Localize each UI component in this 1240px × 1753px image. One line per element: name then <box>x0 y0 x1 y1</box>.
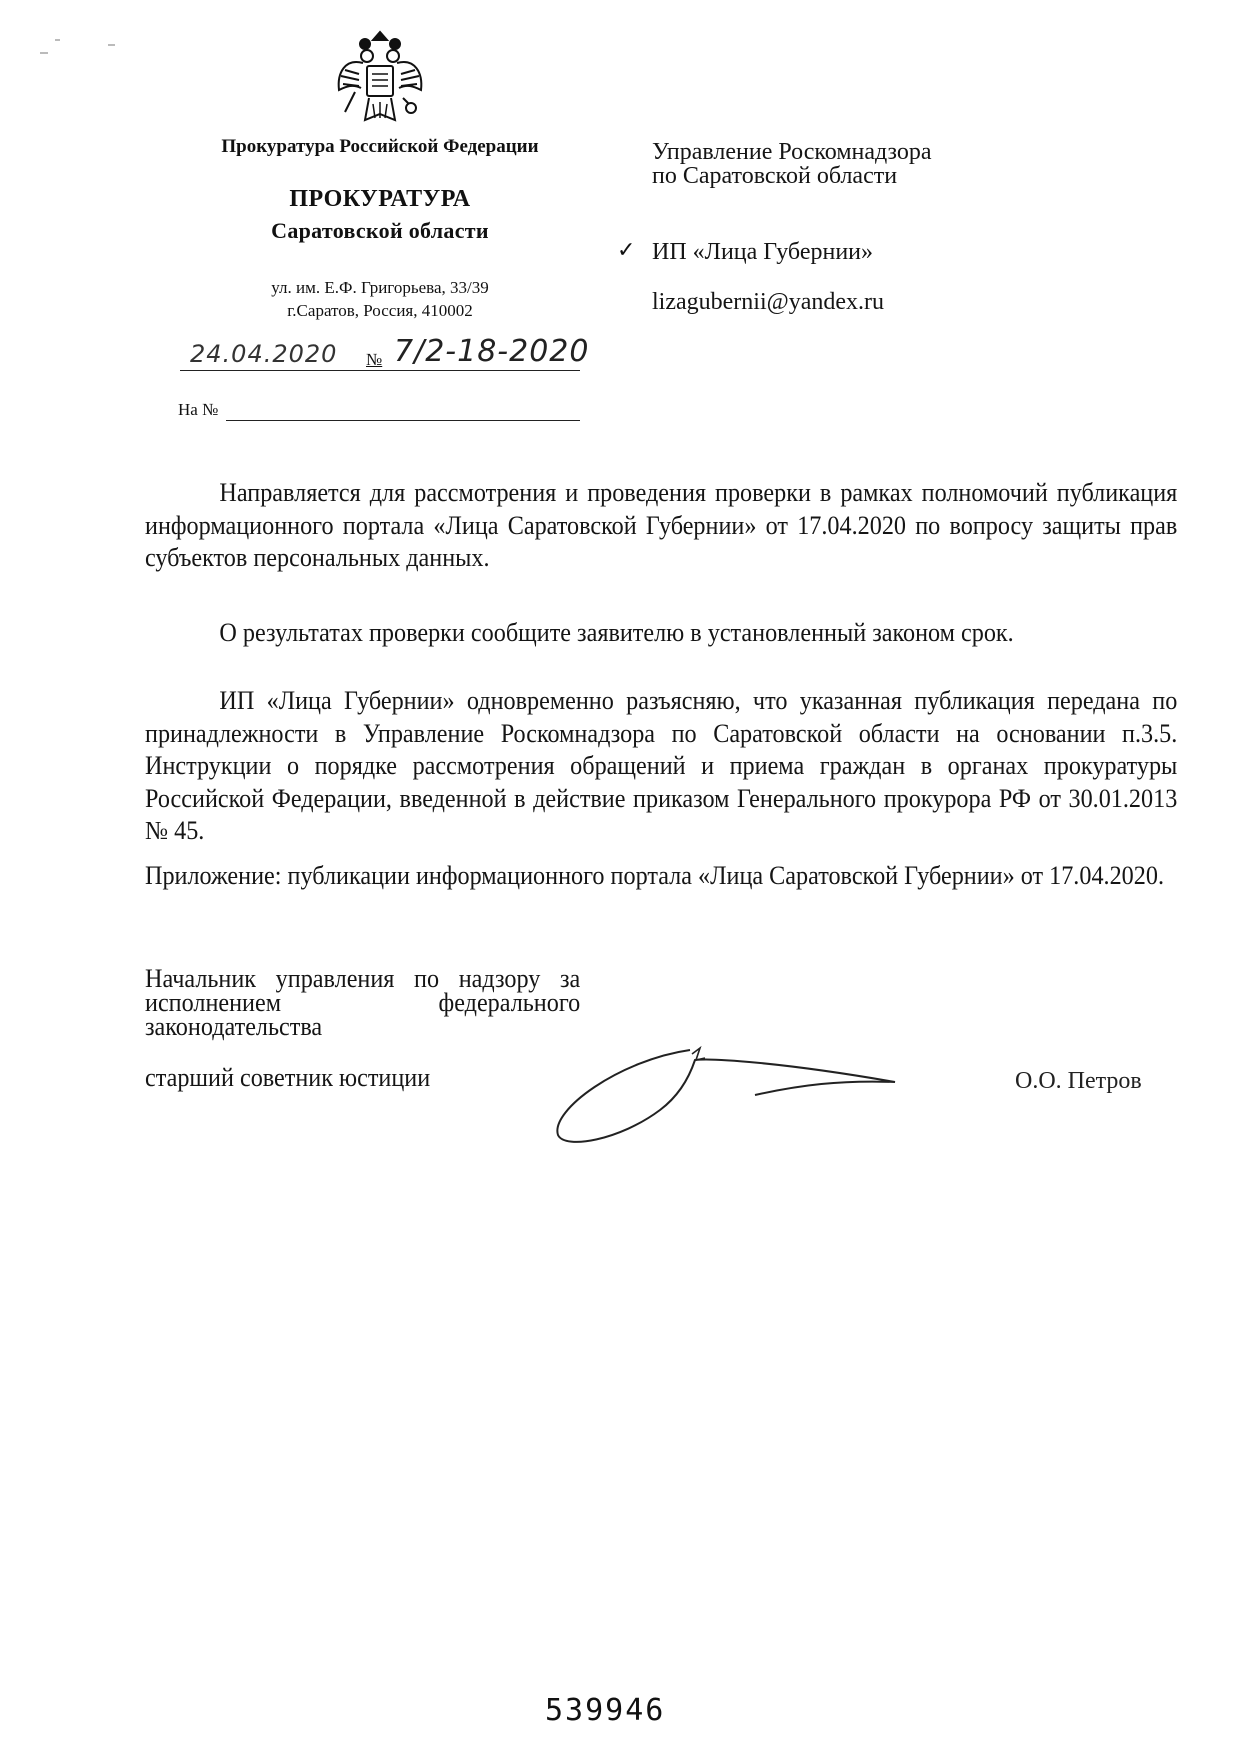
organization-title: ПРОКУРАТУРА <box>289 186 471 212</box>
recipient-primary-line-2: по Саратовской области <box>652 163 898 189</box>
check-mark-icon: ✓ <box>617 237 636 262</box>
recipient-secondary: ИП «Лица Губернии» <box>652 239 874 265</box>
date-number-underline <box>180 370 580 371</box>
paragraph-text: ИП «Лица Губернии» одновременно разъясняю, что указанная публикация передана по принадлежности в Управление Роскомнадзора по Саратовской области на основании п.3.5. Инструкции о порядке рассмотрения обращений и приема граждан в органах прокуратуры Российской Федерации, введенной в действие приказом Генерального прокурора РФ от 30.01.2013 № 45. <box>145 686 1178 845</box>
scan-artifact <box>108 44 115 46</box>
handwritten-date: 24.04.2020 <box>190 340 338 368</box>
organization-region: Саратовской области <box>271 218 489 243</box>
recipient-email: lizagubernii@yandex.ru <box>652 289 885 315</box>
handwritten-signature <box>540 1040 920 1150</box>
attachment-text: Приложение: публикации информационного портала «Лица Саратовской Губернии» от 17.04.2020. <box>145 861 1164 890</box>
address-line-1: ул. им. Е.Ф. Григорьева, 33/39 <box>271 278 489 297</box>
body-paragraph-1 <box>145 477 1177 575</box>
address-line-2: г.Саратов, Россия, 410002 <box>287 301 473 320</box>
body-paragraph-3 <box>145 685 1177 848</box>
paragraph-text: О результатах проверки сообщите заявителю в установленный законом срок. <box>219 618 1014 647</box>
document-serial-number: 539946 <box>545 1693 666 1728</box>
number-sign: № <box>366 350 383 369</box>
coat-of-arms-icon <box>325 28 435 138</box>
signatory-rank: старший советник юстиции <box>145 1063 431 1092</box>
body-paragraph-2 <box>145 617 1177 650</box>
reference-underline <box>226 420 580 421</box>
scan-artifact <box>55 39 60 41</box>
signatory-position: Начальник управления по надзору за исполнением федерального законодательства <box>145 964 581 1041</box>
handwritten-outgoing-number: 7/2-18-2020 <box>394 334 590 369</box>
attachment-note <box>145 861 1177 890</box>
recipient-primary-line-1: Управление Роскомнадзора <box>652 139 932 165</box>
signatory-name: О.О. Петров <box>1015 1068 1142 1094</box>
organization-federal: Прокуратура Российской Федерации <box>221 136 539 157</box>
scan-artifact <box>40 52 48 54</box>
reference-label: На № <box>178 400 219 419</box>
paragraph-text: Направляется для рассмотрения и проведения проверки в рамках полномочий публикация информационного портала «Лица Саратовской Губернии» от 17.04.2020 по вопросу защиты прав субъектов персональных данных. <box>145 478 1178 572</box>
